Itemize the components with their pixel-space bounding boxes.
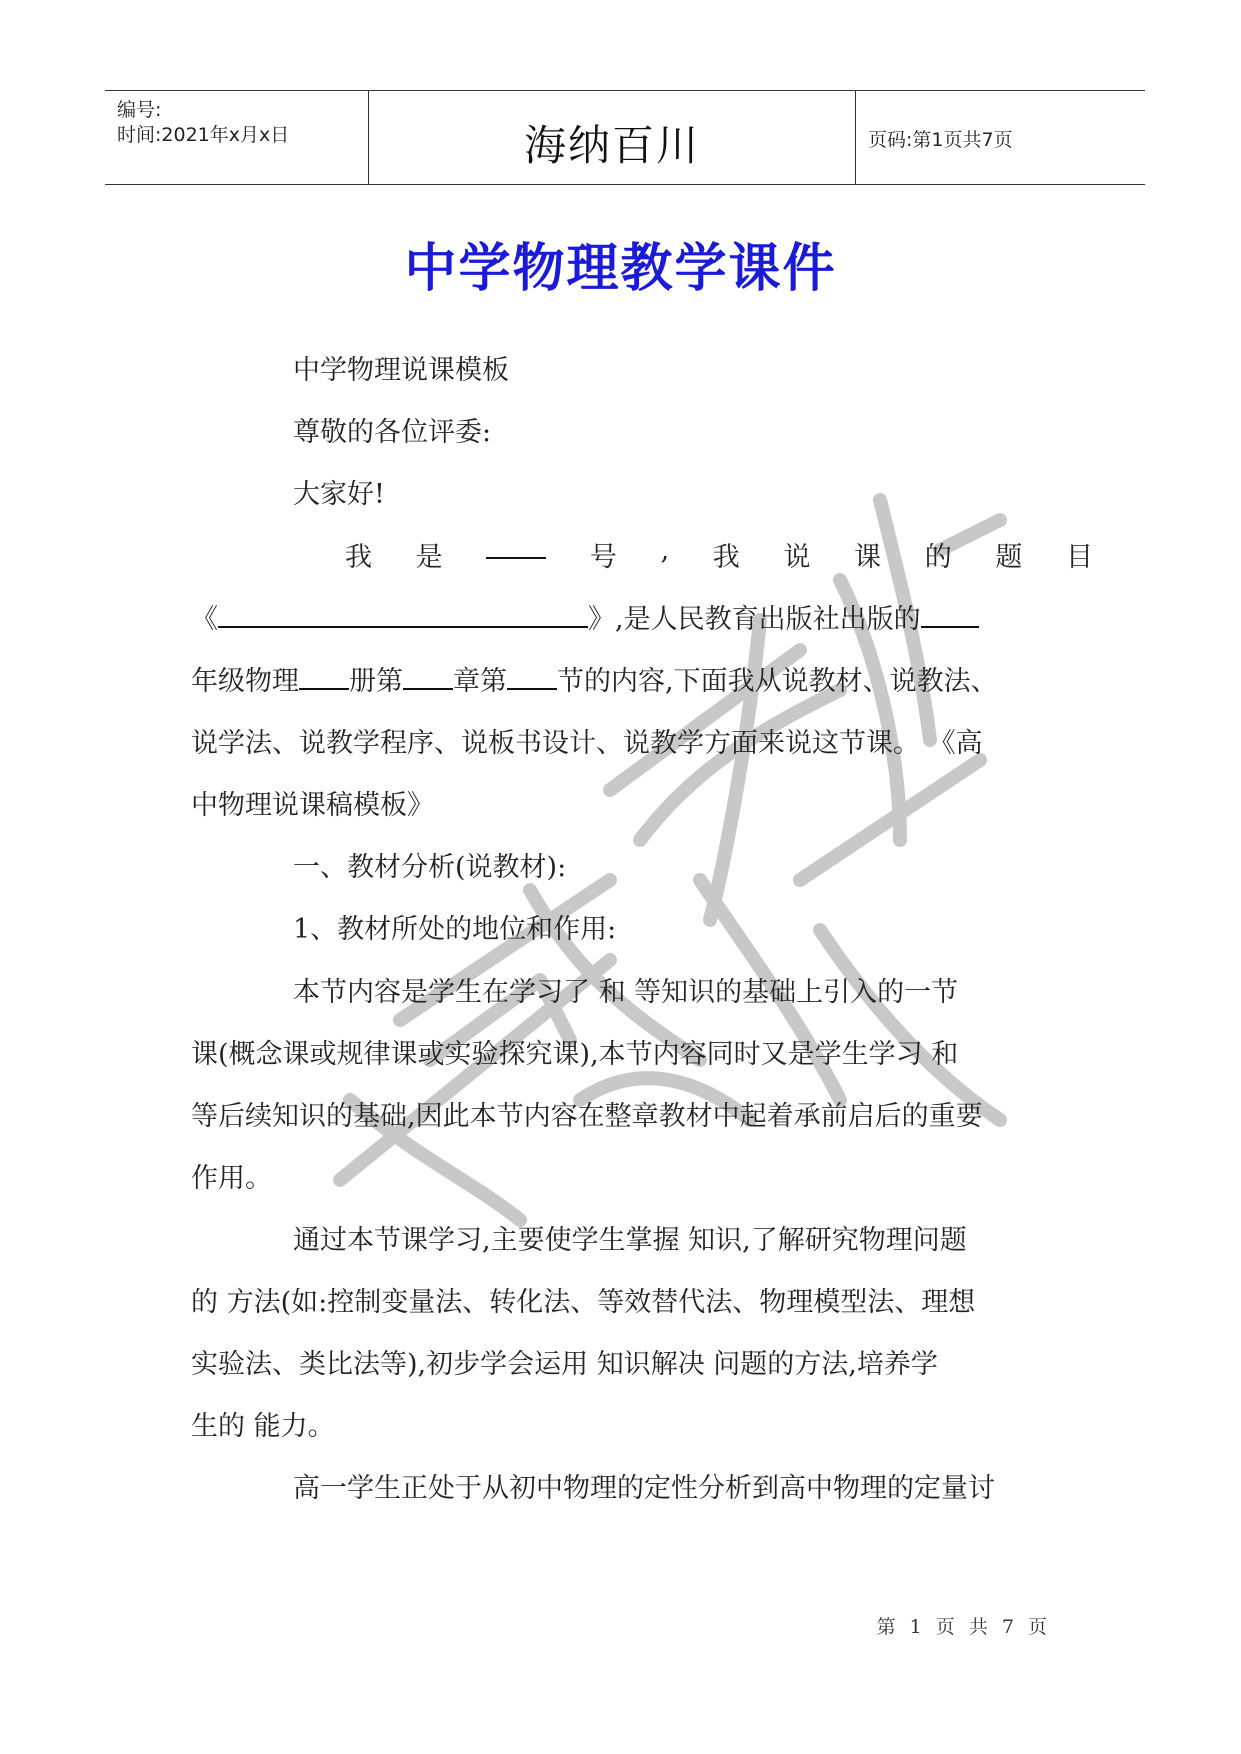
- line-paragraph-2a: 通过本节课学习,主要使学生掌握 知识,了解研究物理问题: [293, 1225, 967, 1256]
- blank-volume: [299, 666, 349, 690]
- line-paragraph-1a: 本节内容是学生在学习了 和 等知识的基础上引入的一节: [293, 977, 959, 1008]
- line-hello: 大家好!: [293, 479, 385, 510]
- line-outline: 说学法、说教学程序、说板书设计、说教学方面来说这节课。 《高: [191, 728, 983, 759]
- header-right-cell: [856, 91, 1145, 184]
- heading-material-position: 1、教材所处的地位和作用:: [293, 914, 617, 945]
- line-paragraph-1b: 课(概念课或规律课或实验探究课),本节内容同时又是学生学习 和: [191, 1039, 959, 1070]
- header-center-cell: [369, 91, 856, 184]
- header-left-cell: [105, 91, 369, 184]
- document-title: 中学物理教学课件: [404, 239, 837, 299]
- blank-number: [486, 535, 546, 559]
- blank-section: [507, 666, 557, 690]
- line-paragraph-1d: 作用。: [191, 1163, 272, 1194]
- line-paragraph-2d: 生的 能力。: [191, 1411, 335, 1442]
- line-self-intro: 我 是 号 , 我 说 课 的 题 目: [345, 535, 1093, 573]
- document-header: [105, 90, 1145, 185]
- blank-grade: [921, 604, 979, 628]
- time-label: 时间:2021年x月x日: [117, 124, 290, 146]
- line-paragraph-2c: 实验法、类比法等),初步学会运用 知识解决 问题的方法,培养学: [191, 1349, 938, 1380]
- serial-number-label: 编号:: [117, 99, 162, 121]
- page-footer: 第 1 页 共 7 页: [876, 1616, 1051, 1638]
- line-greeting-judges: 尊敬的各位评委:: [293, 417, 492, 448]
- line-paragraph-1c: 等后续知识的基础,因此本节内容在整章教材中起着承前启后的重要: [191, 1101, 983, 1132]
- line-grade-volume: 年级物理 册第 章第 节的内容,下面我从说教材、说教法、: [191, 666, 998, 697]
- blank-lesson-title: [218, 604, 588, 628]
- heading-material-analysis: 一、教材分析(说教材):: [293, 852, 567, 883]
- page-code-label: 页码:第1页共7页: [868, 129, 1013, 151]
- blank-chapter: [403, 666, 453, 690]
- line-template-title: 中学物理说课模板: [293, 355, 509, 386]
- line-paragraph-2b: 的 方法(如:控制变量法、转化法、等效替代法、物理模型法、理想: [191, 1287, 976, 1318]
- line-paragraph-3a: 高一学生正处于从初中物理的定性分析到高中物理的定量讨: [293, 1473, 995, 1504]
- brand-name: 海纳百川: [523, 121, 700, 170]
- line-outline-cont: 中物理说课稿模板》: [191, 790, 434, 821]
- line-lesson-title: 《 》,是人民教育出版社出版的: [191, 597, 1051, 636]
